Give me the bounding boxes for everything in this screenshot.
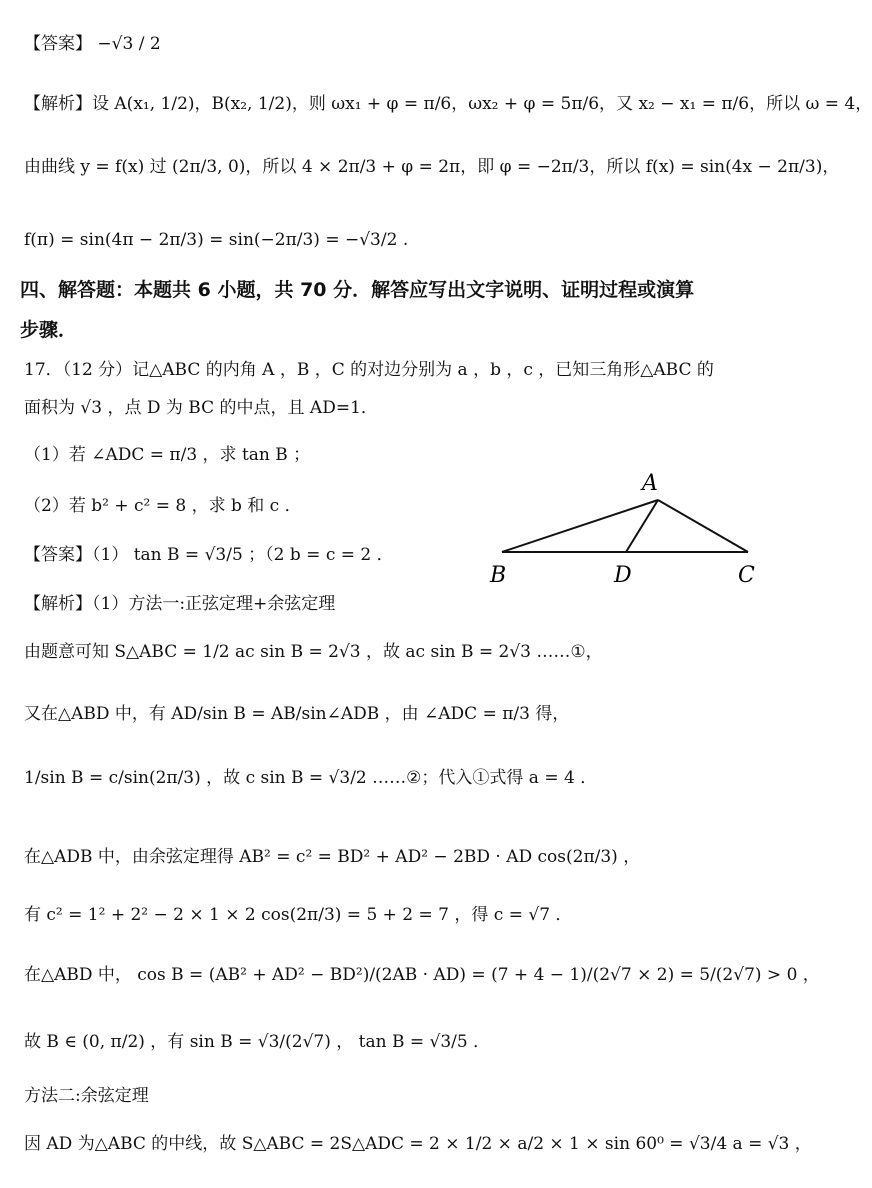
analysis-text: 设 A(x₁, 1/2)，B(x₂, 1/2)，则 ωx₁ + φ = π/6，ωx₂ + φ = 5π/6，又 x₂ − x₁ = π/6，所以 ω = 4，: [92, 94, 872, 114]
analysis-text: f(π) = sin(4π − 2π/3) = sin(−2π/3) = −√3/2 .: [24, 230, 409, 250]
problem-17-question-2: [24, 494, 302, 518]
question-text: （2）若 b² + c² = 8 ，求 b 和 c ．: [24, 496, 302, 516]
analysis-17-line-7: [24, 1030, 490, 1054]
analysis-17-title: [24, 592, 335, 616]
answer-17: [24, 543, 394, 567]
analysis-17-line-5: [24, 903, 572, 927]
analysis-title: 【解析】（1）方法一:正弦定理+余弦定理: [24, 594, 336, 614]
analysis-17-method-2: [24, 1084, 149, 1108]
analysis-line-3: [24, 228, 408, 252]
label-a: A: [642, 471, 658, 496]
analysis-line-2: [24, 155, 839, 179]
answer-tag: 【答案】: [24, 545, 92, 565]
triangle-svg: [488, 466, 764, 590]
section-heading-cont: [20, 318, 77, 342]
analysis-17-line-8: [24, 1132, 812, 1156]
analysis-line-1: [24, 92, 872, 116]
answer-line-1: [24, 32, 161, 56]
analysis-text: 在△ADB 中，由余弦定理得 AB² = c² = BD² + AD² − 2BD · AD cos(2π/3) ，: [24, 847, 641, 867]
analysis-text: 有 c² = 1² + 2² − 2 × 1 × 2 cos(2π/3) = 5 + 2 = 7 ，得 c = √7 ．: [24, 905, 573, 925]
triangle-diagram: [488, 466, 764, 590]
analysis-text: 1/sin B = c/sin(2π/3) ，故 c sin B = √3/2 ……②；代入①式得 a = 4 ．: [24, 768, 598, 788]
segment-ac: [658, 500, 748, 552]
problem-17-line-1: [24, 358, 714, 382]
analysis-17-line-2: [24, 702, 569, 726]
analysis-text: 由题意可知 S△ABC = 1/2 ac sin B = 2√3 ，故 ac sin B = 2√3 ……①，: [24, 642, 603, 662]
segment-ab: [502, 500, 658, 552]
section-heading-line-1: 四、解答题：本题共 6 小题，共 70 分．解答应写出文字说明、证明过程或演算: [20, 279, 695, 301]
problem-17-line-2: [24, 396, 378, 420]
answer-value: −√3 / 2: [97, 34, 161, 54]
analysis-text: 在△ABD 中， cos B = (AB² + AD² − BD²)/(2AB · AD) = (7 + 4 − 1)/(2√7 × 2) = 5/(2√7) > 0 ，: [24, 965, 820, 985]
section-heading-line-2: 步骤．: [20, 319, 78, 341]
problem-text: 面积为 √3 ，点 D 为 BC 的中点，且 AD=1．: [24, 398, 378, 418]
analysis-17-line-4: [24, 845, 640, 869]
problem-17-question-1: [24, 443, 310, 467]
analysis-text: 故 B ∈ (0, π/2) ，有 sin B = √3/(2√7) ， tan B = √3/5 ．: [24, 1032, 491, 1052]
analysis-method: 方法二:余弦定理: [24, 1086, 149, 1106]
segment-ad: [626, 500, 658, 552]
section-heading: [20, 278, 694, 302]
question-text: （1）若 ∠ADC = π/3 ，求 tan B ；: [24, 445, 311, 465]
analysis-17-line-3: [24, 766, 597, 790]
analysis-17-line-1: [24, 640, 603, 664]
answer-value: （1） tan B = √3/5 ；（2 b = c = 2 ．: [92, 545, 394, 565]
analysis-text: 由曲线 y = f(x) 过 (2π/3, 0)，所以 4 × 2π/3 + φ = 2π，即 φ = −2π/3，所以 f(x) = sin(4x − 2π/3)，: [24, 157, 840, 177]
problem-text: 17．（12 分）记△ABC 的内角 A ，B ，C 的对边分别为 a ，b ，c ，已知三角形△ABC 的: [24, 360, 714, 380]
analysis-text: 因 AD 为△ABC 的中线，故 S△ABC = 2S△ADC = 2 × 1/2 × a/2 × 1 × sin 60⁰ = √3/4 a = √3 ，: [24, 1134, 812, 1154]
label-b: B: [490, 563, 507, 588]
analysis-text: 又在△ABD 中，有 AD/sin B = AB/sin∠ADB ，由 ∠ADC = π/3 得，: [24, 704, 570, 724]
analysis-tag: 【解析】: [24, 94, 92, 114]
analysis-17-line-6: [24, 963, 820, 987]
label-c: C: [738, 563, 755, 588]
label-d: D: [614, 563, 632, 588]
answer-tag: 【答案】: [24, 34, 92, 54]
